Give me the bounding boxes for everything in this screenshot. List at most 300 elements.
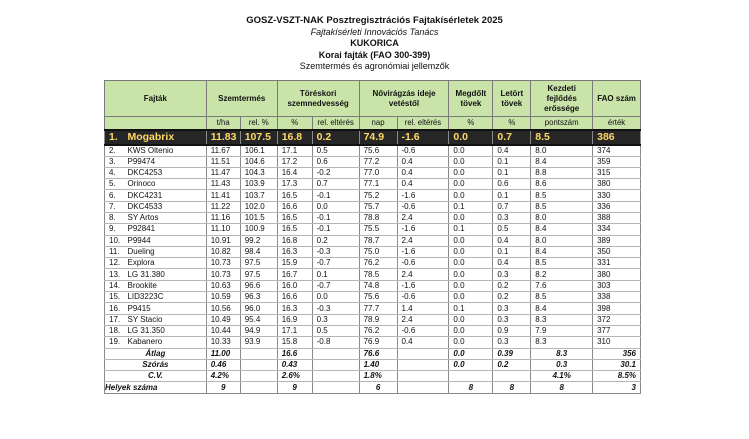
stat-vigor: 4.1% — [531, 371, 593, 382]
cell-vigor: 7.9 — [531, 325, 593, 336]
cell-tha: 10.63 — [206, 280, 240, 291]
stat-empty — [397, 359, 449, 370]
table-row — [105, 269, 641, 280]
cell-fao: 315 — [593, 167, 641, 178]
cell-rel: 100.9 — [240, 224, 277, 235]
variety-name: P92841 — [124, 224, 206, 235]
cell-flower: 75.7 — [359, 201, 397, 212]
stat-broken: 0.39 — [493, 348, 531, 359]
cell-lodged: 0.0 — [449, 156, 493, 167]
cell-rel: 99.2 — [240, 235, 277, 246]
cell-flower: 75.6 — [359, 145, 397, 157]
table-row — [105, 325, 641, 336]
unit-pct-2: % — [449, 117, 493, 130]
variety-name: P99474 — [124, 156, 206, 167]
cell-flower-rel: -0.6 — [397, 201, 449, 212]
table-row — [105, 224, 641, 235]
cell-tha: 11.47 — [206, 167, 240, 178]
stat-lodged — [449, 371, 493, 382]
col-szemtermes: Szemtermés — [206, 81, 277, 117]
stat-row — [105, 359, 641, 370]
cell-tha: 10.73 — [206, 258, 240, 269]
cell-moist-rel: -0.7 — [312, 280, 359, 291]
cell-flower: 78.8 — [359, 212, 397, 223]
unit-pct-3: % — [493, 117, 531, 130]
stat-flower: 76.6 — [359, 348, 397, 359]
cell-lodged: 0.0 — [449, 292, 493, 303]
stat-empty — [397, 382, 449, 393]
cell-rel: 94.9 — [240, 325, 277, 336]
cell-flower: 77.0 — [359, 167, 397, 178]
cell-moist: 16.7 — [277, 269, 312, 280]
cell-rel: 95.4 — [240, 314, 277, 325]
cell-rel: 96.0 — [240, 303, 277, 314]
results-table — [104, 80, 641, 394]
cell-broken: 0.4 — [493, 235, 531, 246]
report-subtitle: Fajtakísérleti Innovációs Tanács — [310, 26, 439, 37]
cell-flower-rel: 2.4 — [397, 314, 449, 325]
cell-rel: 104.6 — [240, 156, 277, 167]
rank-cell: 5. — [105, 179, 125, 190]
variety-name: Explora — [124, 258, 206, 269]
cell-flower-rel: -1.6 — [397, 130, 449, 145]
table-row — [105, 337, 641, 348]
cell-vigor: 8.8 — [531, 167, 593, 178]
cell-lodged: 0.0 — [449, 280, 493, 291]
rank-cell: 15. — [105, 292, 125, 303]
cell-flower-rel: 0.4 — [397, 179, 449, 190]
cell-vigor: 8.0 — [531, 212, 593, 223]
cell-vigor: 8.6 — [531, 179, 593, 190]
stat-row — [105, 348, 641, 359]
unit-pontszam: pontszám — [531, 117, 593, 130]
unit-rel-pct: rel. % — [240, 117, 277, 130]
stat-tha: 0.46 — [206, 359, 240, 370]
unit-ertek: érték — [593, 117, 641, 130]
cell-lodged: 0.0 — [449, 179, 493, 190]
cell-moist-rel: -0.1 — [312, 224, 359, 235]
locations-broken: 8 — [493, 382, 531, 393]
table-row — [105, 212, 641, 223]
cell-flower: 75.5 — [359, 224, 397, 235]
table-row — [105, 201, 641, 212]
cell-fao: 374 — [593, 145, 641, 157]
cell-broken: 0.4 — [493, 145, 531, 157]
locations-moist: 9 — [277, 382, 312, 393]
cell-rel: 107.5 — [240, 130, 277, 145]
cell-moist: 15.9 — [277, 258, 312, 269]
cell-moist: 16.5 — [277, 212, 312, 223]
stat-fao: 356 — [593, 348, 641, 359]
variety-name: Mogabrix — [124, 130, 206, 145]
cell-tha: 10.91 — [206, 235, 240, 246]
variety-name: SY Artos — [124, 212, 206, 223]
rank-cell: 4. — [105, 167, 125, 178]
cell-flower: 74.8 — [359, 280, 397, 291]
cell-vigor: 8.3 — [531, 337, 593, 348]
cell-broken: 0.1 — [493, 190, 531, 201]
cell-moist: 16.9 — [277, 314, 312, 325]
cell-rel: 101.5 — [240, 212, 277, 223]
cell-flower-rel: 2.4 — [397, 235, 449, 246]
cell-moist: 16.4 — [277, 167, 312, 178]
table-row — [105, 292, 641, 303]
cell-flower: 77.1 — [359, 179, 397, 190]
cell-lodged: 0.0 — [449, 212, 493, 223]
cell-lodged: 0.0 — [449, 167, 493, 178]
cell-vigor: 8.4 — [531, 224, 593, 235]
cell-moist-rel: 0.2 — [312, 235, 359, 246]
cell-fao: 334 — [593, 224, 641, 235]
cell-moist-rel: -0.1 — [312, 212, 359, 223]
stat-broken — [493, 371, 531, 382]
cell-flower: 78.5 — [359, 269, 397, 280]
variety-name: LID3223C — [124, 292, 206, 303]
cell-moist: 16.3 — [277, 303, 312, 314]
cell-moist-rel: -0.1 — [312, 190, 359, 201]
cell-broken: 0.1 — [493, 246, 531, 257]
cell-moist-rel: 0.3 — [312, 314, 359, 325]
cell-moist-rel: 0.7 — [312, 179, 359, 190]
cell-tha: 11.83 — [206, 130, 240, 145]
cell-fao: 388 — [593, 212, 641, 223]
cell-tha: 11.10 — [206, 224, 240, 235]
crop-name: KUKORICA — [350, 38, 399, 48]
cell-lodged: 0.0 — [449, 246, 493, 257]
variety-name: Brookite — [124, 280, 206, 291]
rank-cell: 13. — [105, 269, 125, 280]
cell-moist-rel: 0.0 — [312, 201, 359, 212]
cell-vigor: 8.5 — [531, 130, 593, 145]
rank-cell: 16. — [105, 303, 125, 314]
unit-pct: % — [277, 117, 312, 130]
col-fajtak: Fajták — [105, 81, 207, 117]
unit-blank — [105, 117, 207, 130]
cell-flower-rel: -1.6 — [397, 224, 449, 235]
cell-rel: 103.9 — [240, 179, 277, 190]
table-row — [105, 246, 641, 257]
report-header — [0, 15, 749, 73]
rank-cell: 9. — [105, 224, 125, 235]
cell-fao: 330 — [593, 190, 641, 201]
table-row — [105, 167, 641, 178]
table-row — [105, 314, 641, 325]
rank-cell: 19. — [105, 337, 125, 348]
cell-rel: 102.0 — [240, 201, 277, 212]
variety-name: Kabanero — [124, 337, 206, 348]
cell-flower: 75.2 — [359, 190, 397, 201]
variety-name: P9415 — [124, 303, 206, 314]
cell-flower-rel: -1.6 — [397, 190, 449, 201]
stat-empty — [397, 348, 449, 359]
stat-vigor: 0.3 — [531, 359, 593, 370]
stat-tha: 4.2% — [206, 371, 240, 382]
cell-lodged: 0.0 — [449, 190, 493, 201]
cell-tha: 11.41 — [206, 190, 240, 201]
table-row — [105, 258, 641, 269]
cell-flower: 74.9 — [359, 130, 397, 145]
cell-tha: 11.51 — [206, 156, 240, 167]
cell-rel: 97.5 — [240, 258, 277, 269]
locations-lodged: 8 — [449, 382, 493, 393]
cell-moist: 16.8 — [277, 130, 312, 145]
rank-cell: 8. — [105, 212, 125, 223]
cell-lodged: 0.1 — [449, 201, 493, 212]
cell-tha: 10.59 — [206, 292, 240, 303]
report-title: GOSZ-VSZT-NAK Posztregisztrációs Fajtakísérletek 2025 — [246, 15, 503, 26]
cell-fao: 359 — [593, 156, 641, 167]
rank-cell: 6. — [105, 190, 125, 201]
stat-moist: 0.43 — [277, 359, 312, 370]
stat-lodged: 0.0 — [449, 359, 493, 370]
stat-moist: 2.6% — [277, 371, 312, 382]
cell-flower-rel: 0.4 — [397, 337, 449, 348]
cell-vigor: 8.5 — [531, 258, 593, 269]
cell-lodged: 0.0 — [449, 337, 493, 348]
cell-flower: 75.6 — [359, 292, 397, 303]
variety-name: P9944 — [124, 235, 206, 246]
cell-moist-rel: -0.2 — [312, 167, 359, 178]
cell-fao: 303 — [593, 280, 641, 291]
locations-label: Helyek száma — [105, 382, 207, 393]
col-fao: FAO szám — [593, 81, 641, 117]
variety-name: DKC4533 — [124, 201, 206, 212]
table-row — [105, 280, 641, 291]
cell-broken: 0.3 — [493, 269, 531, 280]
table-row — [105, 145, 641, 157]
cell-lodged: 0.0 — [449, 314, 493, 325]
header-row-units — [105, 117, 641, 130]
unit-rel-elteres: rel. eltérés — [312, 117, 359, 130]
cell-fao: 350 — [593, 246, 641, 257]
cell-moist-rel: 0.2 — [312, 130, 359, 145]
cell-moist-rel: -0.8 — [312, 337, 359, 348]
cell-flower-rel: 2.4 — [397, 269, 449, 280]
cell-flower: 76.2 — [359, 325, 397, 336]
cell-broken: 0.7 — [493, 201, 531, 212]
cell-broken: 0.6 — [493, 179, 531, 190]
table-row — [105, 179, 641, 190]
stat-empty — [240, 348, 277, 359]
cell-flower: 77.2 — [359, 156, 397, 167]
stat-vigor: 8.3 — [531, 348, 593, 359]
cell-flower-rel: -1.6 — [397, 280, 449, 291]
stat-empty — [312, 382, 359, 393]
cell-moist-rel: -0.3 — [312, 303, 359, 314]
cell-broken: 0.4 — [493, 258, 531, 269]
variety-name: Orinoco — [124, 179, 206, 190]
cell-lodged: 0.1 — [449, 224, 493, 235]
cell-rel: 93.9 — [240, 337, 277, 348]
cell-moist: 16.3 — [277, 246, 312, 257]
cell-broken: 0.3 — [493, 303, 531, 314]
stat-empty — [240, 382, 277, 393]
col-kezdeti: Kezdeti fejlődés erőssége — [531, 81, 593, 117]
variety-name: KWS Oltenio — [124, 145, 206, 157]
cell-tha: 10.82 — [206, 246, 240, 257]
cell-broken: 0.9 — [493, 325, 531, 336]
col-letort: Letört tövek — [493, 81, 531, 117]
cell-moist: 17.3 — [277, 179, 312, 190]
stat-fao: 8.5% — [593, 371, 641, 382]
rank-cell: 1. — [105, 130, 125, 145]
stat-row — [105, 371, 641, 382]
rank-cell: 3. — [105, 156, 125, 167]
cell-moist-rel: 0.6 — [312, 156, 359, 167]
rank-cell: 2. — [105, 145, 125, 157]
locations-flower: 6 — [359, 382, 397, 393]
cell-moist: 17.2 — [277, 156, 312, 167]
rank-cell: 11. — [105, 246, 125, 257]
stat-empty — [312, 371, 359, 382]
cell-fao: 377 — [593, 325, 641, 336]
cell-tha: 10.44 — [206, 325, 240, 336]
cell-flower: 78.9 — [359, 314, 397, 325]
cell-flower-rel: 2.4 — [397, 212, 449, 223]
cell-broken: 0.3 — [493, 314, 531, 325]
stat-empty — [312, 359, 359, 370]
stat-label: Átlag — [105, 348, 207, 359]
cell-rel: 96.3 — [240, 292, 277, 303]
cell-rel: 106.1 — [240, 145, 277, 157]
variety-name: DKC4253 — [124, 167, 206, 178]
stat-moist: 16.6 — [277, 348, 312, 359]
stat-fao: 30.1 — [593, 359, 641, 370]
cell-moist: 16.0 — [277, 280, 312, 291]
cell-fao: 338 — [593, 292, 641, 303]
cell-broken: 0.3 — [493, 212, 531, 223]
variety-name: LG 31.380 — [124, 269, 206, 280]
cell-moist: 16.6 — [277, 292, 312, 303]
cell-vigor: 8.0 — [531, 235, 593, 246]
unit-tha: t/ha — [206, 117, 240, 130]
cell-lodged: 0.1 — [449, 303, 493, 314]
cell-moist-rel: 0.0 — [312, 292, 359, 303]
cell-broken: 0.2 — [493, 292, 531, 303]
cell-flower-rel: -0.6 — [397, 292, 449, 303]
cell-tha: 11.22 — [206, 201, 240, 212]
unit-nap: nap — [359, 117, 397, 130]
rank-cell: 10. — [105, 235, 125, 246]
cell-moist: 15.8 — [277, 337, 312, 348]
cell-broken: 0.5 — [493, 224, 531, 235]
cell-vigor: 8.4 — [531, 246, 593, 257]
rank-cell: 17. — [105, 314, 125, 325]
stat-tha: 11.00 — [206, 348, 240, 359]
stat-label: C.V. — [105, 371, 207, 382]
cell-flower-rel: -0.6 — [397, 145, 449, 157]
cell-rel: 96.6 — [240, 280, 277, 291]
cell-vigor: 8.5 — [531, 201, 593, 212]
cell-broken: 0.1 — [493, 156, 531, 167]
cell-flower-rel: 0.4 — [397, 156, 449, 167]
col-megdolt: Megdőlt tövek — [449, 81, 493, 117]
cell-broken: 0.7 — [493, 130, 531, 145]
cell-moist-rel: 0.1 — [312, 269, 359, 280]
locations-vigor: 8 — [531, 382, 593, 393]
variety-name: DKC4231 — [124, 190, 206, 201]
table-row — [105, 156, 641, 167]
stat-flower: 1.40 — [359, 359, 397, 370]
table-row — [105, 235, 641, 246]
cell-fao: 389 — [593, 235, 641, 246]
cell-vigor: 8.4 — [531, 303, 593, 314]
cell-tha: 11.16 — [206, 212, 240, 223]
cell-broken: 0.3 — [493, 337, 531, 348]
locations-tha: 9 — [206, 382, 240, 393]
locations-row — [105, 382, 641, 393]
cell-vigor: 8.5 — [531, 190, 593, 201]
cell-moist: 16.6 — [277, 201, 312, 212]
unit-rel-elteres-2: rel. eltérés — [397, 117, 449, 130]
variety-name: Dueling — [124, 246, 206, 257]
stat-empty — [397, 371, 449, 382]
cell-fao: 380 — [593, 269, 641, 280]
cell-fao: 336 — [593, 201, 641, 212]
cell-rel: 98.4 — [240, 246, 277, 257]
cell-flower-rel: 1.4 — [397, 303, 449, 314]
cell-fao: 398 — [593, 303, 641, 314]
cell-fao: 386 — [593, 130, 641, 145]
col-toreskori: Töréskori szemnedvesség — [277, 81, 359, 117]
cell-fao: 331 — [593, 258, 641, 269]
cell-vigor: 8.0 — [531, 145, 593, 157]
cell-flower-rel: -1.6 — [397, 246, 449, 257]
cell-fao: 372 — [593, 314, 641, 325]
topic-name: Szemtermés és agronómiai jellemzők — [299, 61, 450, 71]
cell-vigor: 8.5 — [531, 292, 593, 303]
cell-lodged: 0.0 — [449, 145, 493, 157]
cell-broken: 0.1 — [493, 167, 531, 178]
cell-moist-rel: -0.3 — [312, 246, 359, 257]
cell-flower-rel: 0.4 — [397, 167, 449, 178]
cell-flower: 78.7 — [359, 235, 397, 246]
cell-moist: 17.1 — [277, 325, 312, 336]
cell-tha: 11.43 — [206, 179, 240, 190]
cell-rel: 104.3 — [240, 167, 277, 178]
cell-rel: 103.7 — [240, 190, 277, 201]
cell-tha: 10.49 — [206, 314, 240, 325]
cell-moist-rel: 0.5 — [312, 325, 359, 336]
cell-moist: 16.5 — [277, 190, 312, 201]
cell-flower: 77.7 — [359, 303, 397, 314]
cell-flower-rel: -0.6 — [397, 325, 449, 336]
cell-lodged: 0.0 — [449, 325, 493, 336]
variety-name: SY Stacio — [124, 314, 206, 325]
stat-empty — [240, 359, 277, 370]
cell-broken: 0.2 — [493, 280, 531, 291]
table-row-winner — [105, 130, 641, 145]
cell-rel: 97.5 — [240, 269, 277, 280]
cell-flower: 76.2 — [359, 258, 397, 269]
cell-moist: 16.5 — [277, 224, 312, 235]
header-row-main — [105, 81, 641, 117]
cell-tha: 10.56 — [206, 303, 240, 314]
stat-label: Szórás — [105, 359, 207, 370]
cell-lodged: 0.0 — [449, 130, 493, 145]
cell-lodged: 0.0 — [449, 235, 493, 246]
cell-tha: 10.33 — [206, 337, 240, 348]
stat-empty — [312, 348, 359, 359]
cell-lodged: 0.0 — [449, 258, 493, 269]
cell-flower-rel: -0.6 — [397, 258, 449, 269]
cell-flower: 75.0 — [359, 246, 397, 257]
cell-tha: 10.73 — [206, 269, 240, 280]
cell-moist: 16.8 — [277, 235, 312, 246]
cell-moist-rel: 0.5 — [312, 145, 359, 157]
variety-name: LG 31.350 — [124, 325, 206, 336]
cell-fao: 380 — [593, 179, 641, 190]
